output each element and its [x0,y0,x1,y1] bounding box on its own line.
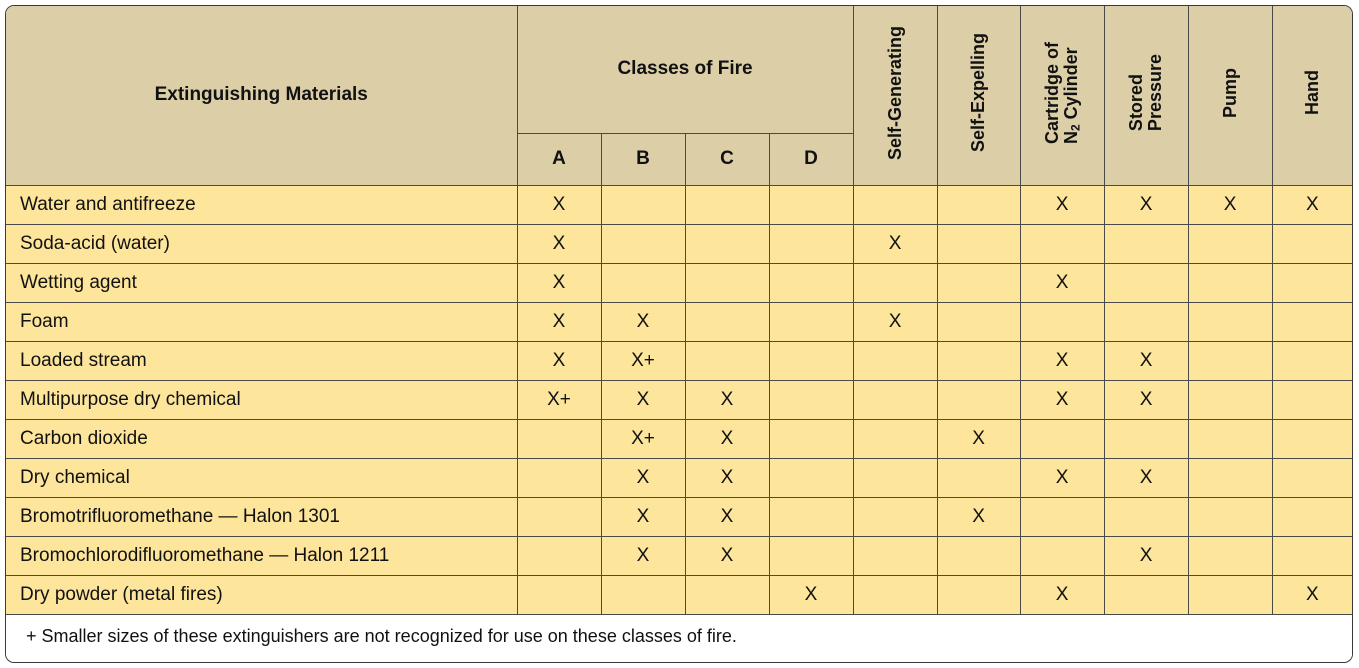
material-cell: Wetting agent [6,263,517,302]
cartridge-line-1: Cartridge of [1041,41,1062,144]
cell-class-a [517,575,601,614]
cell-class-a: X [517,302,601,341]
cell-self-generating [853,575,937,614]
table-row [6,341,1352,380]
cell-class-d [769,185,853,224]
cell-class-d [769,341,853,380]
table-row [6,302,1352,341]
cell-hand [1272,341,1352,380]
hand-label: Hand [1301,70,1322,116]
cell-class-a: X+ [517,380,601,419]
cell-class-b: X+ [601,419,685,458]
cell-class-b: X [601,536,685,575]
cell-class-c: X [685,536,769,575]
cell-pump [1188,458,1272,497]
cell-class-d [769,302,853,341]
cell-self-generating [853,380,937,419]
cell-pump [1188,341,1272,380]
material-cell: Multipurpose dry chemical [6,380,517,419]
cell-hand [1272,263,1352,302]
cell-class-a [517,536,601,575]
cell-class-a: X [517,185,601,224]
material-cell: Carbon dioxide [6,419,517,458]
cell-hand: X [1272,575,1352,614]
cell-self-expelling [937,302,1020,341]
table-row [6,263,1352,302]
cell-class-c: X [685,458,769,497]
cell-stored-pressure: X [1104,341,1188,380]
cell-cartridge: X [1020,185,1104,224]
cell-class-c [685,263,769,302]
cell-self-expelling [937,263,1020,302]
cartridge-label [1043,42,1082,144]
cell-class-d [769,380,853,419]
cell-cartridge [1020,224,1104,263]
cell-cartridge: X [1020,575,1104,614]
cell-class-b: X+ [601,341,685,380]
stored-line-2: Pressure [1145,54,1166,132]
table-body [6,185,1352,614]
cell-pump [1188,224,1272,263]
table-row [6,419,1352,458]
cell-stored-pressure: X [1104,380,1188,419]
header-class-a: A [517,133,601,185]
cell-class-c [685,341,769,380]
cell-class-b: X [601,458,685,497]
cell-self-generating: X [853,224,937,263]
cell-cartridge: X [1020,380,1104,419]
cell-class-a: X [517,341,601,380]
cell-pump [1188,575,1272,614]
cell-cartridge [1020,419,1104,458]
extinguisher-table-frame [5,5,1353,663]
cell-class-b [601,263,685,302]
material-cell: Bromotrifluoromethane — Halon 1301 [6,497,517,536]
cell-class-d [769,497,853,536]
cell-class-b [601,224,685,263]
cell-stored-pressure: X [1104,458,1188,497]
cell-self-expelling [937,224,1020,263]
cell-cartridge: X [1020,341,1104,380]
footnote: + Smaller sizes of these extinguishers are not recognized for use on these classes of fire. [6,614,1352,659]
table-row [6,458,1352,497]
cell-pump [1188,380,1272,419]
table-row [6,536,1352,575]
header-class-c: C [685,133,769,185]
cell-class-c: X [685,497,769,536]
table-row [6,497,1352,536]
cell-hand [1272,302,1352,341]
pump-label: Pump [1219,67,1240,118]
material-cell: Loaded stream [6,341,517,380]
cell-stored-pressure [1104,419,1188,458]
cell-class-d [769,458,853,497]
material-cell: Bromochlorodifluoromethane — Halon 1211 [6,536,517,575]
cell-cartridge [1020,497,1104,536]
header-cartridge-n2-cylinder [1020,6,1104,185]
cell-self-generating [853,458,937,497]
cell-class-a [517,419,601,458]
cell-pump [1188,263,1272,302]
header-classes-of-fire: Classes of Fire [517,6,853,133]
cell-cartridge [1020,536,1104,575]
header-stored-pressure [1104,6,1188,185]
header-class-b: B [601,133,685,185]
cell-class-b: X [601,497,685,536]
cell-stored-pressure [1104,497,1188,536]
cell-stored-pressure [1104,302,1188,341]
cell-class-d: X [769,575,853,614]
cell-self-expelling: X [937,419,1020,458]
cell-stored-pressure: X [1104,536,1188,575]
cell-class-c [685,224,769,263]
cell-pump [1188,302,1272,341]
cell-cartridge: X [1020,263,1104,302]
cell-hand [1272,380,1352,419]
material-cell: Water and antifreeze [6,185,517,224]
cell-self-generating: X [853,302,937,341]
cell-stored-pressure [1104,263,1188,302]
stored-pressure-label [1127,54,1165,131]
cell-self-expelling [937,458,1020,497]
cell-stored-pressure [1104,575,1188,614]
cell-hand [1272,224,1352,263]
header-pump [1188,6,1272,185]
cell-class-a: X [517,224,601,263]
cell-class-c [685,185,769,224]
table-row [6,380,1352,419]
cell-self-generating [853,419,937,458]
cell-stored-pressure: X [1104,185,1188,224]
cell-class-a: X [517,263,601,302]
extinguisher-table [6,6,1352,659]
cell-hand [1272,458,1352,497]
cell-hand: X [1272,185,1352,224]
cell-self-expelling [937,536,1020,575]
material-cell: Dry chemical [6,458,517,497]
cell-pump [1188,419,1272,458]
cell-class-c [685,302,769,341]
cell-self-expelling [937,575,1020,614]
cell-pump [1188,497,1272,536]
table-row [6,575,1352,614]
self-generating-label: Self-Generating [884,25,905,160]
cell-class-c [685,575,769,614]
cartridge-subscript: 2 [1067,124,1082,131]
header-extinguishing-materials: Extinguishing Materials [6,6,517,185]
cell-hand [1272,497,1352,536]
table-row [6,224,1352,263]
cell-self-generating [853,497,937,536]
cell-class-d [769,536,853,575]
cell-self-expelling [937,380,1020,419]
cell-self-expelling [937,341,1020,380]
cell-class-d [769,224,853,263]
header-self-generating [853,6,937,185]
cell-class-b: X [601,302,685,341]
cell-class-c: X [685,419,769,458]
cell-self-generating [853,263,937,302]
cell-self-generating [853,185,937,224]
cell-self-generating [853,536,937,575]
cell-class-b [601,185,685,224]
cell-class-b [601,575,685,614]
cell-class-d [769,263,853,302]
cell-stored-pressure [1104,224,1188,263]
cell-cartridge [1020,302,1104,341]
cell-class-b: X [601,380,685,419]
header-self-expelling [937,6,1020,185]
cell-class-a [517,497,601,536]
material-cell: Dry powder (metal fires) [6,575,517,614]
cell-cartridge: X [1020,458,1104,497]
cell-class-d [769,419,853,458]
cell-hand [1272,536,1352,575]
stored-line-1: Stored [1126,74,1147,132]
cell-pump: X [1188,185,1272,224]
header-class-d: D [769,133,853,185]
cartridge-n: N [1060,130,1081,144]
material-cell: Soda-acid (water) [6,224,517,263]
self-expelling-label: Self-Expelling [968,33,989,153]
header-hand [1272,6,1352,185]
cell-class-a [517,458,601,497]
cell-class-c: X [685,380,769,419]
cartridge-rest: Cylinder [1060,47,1081,125]
table-row [6,185,1352,224]
cell-self-expelling [937,185,1020,224]
cell-self-expelling: X [937,497,1020,536]
cell-hand [1272,419,1352,458]
cell-pump [1188,536,1272,575]
material-cell: Foam [6,302,517,341]
cell-self-generating [853,341,937,380]
